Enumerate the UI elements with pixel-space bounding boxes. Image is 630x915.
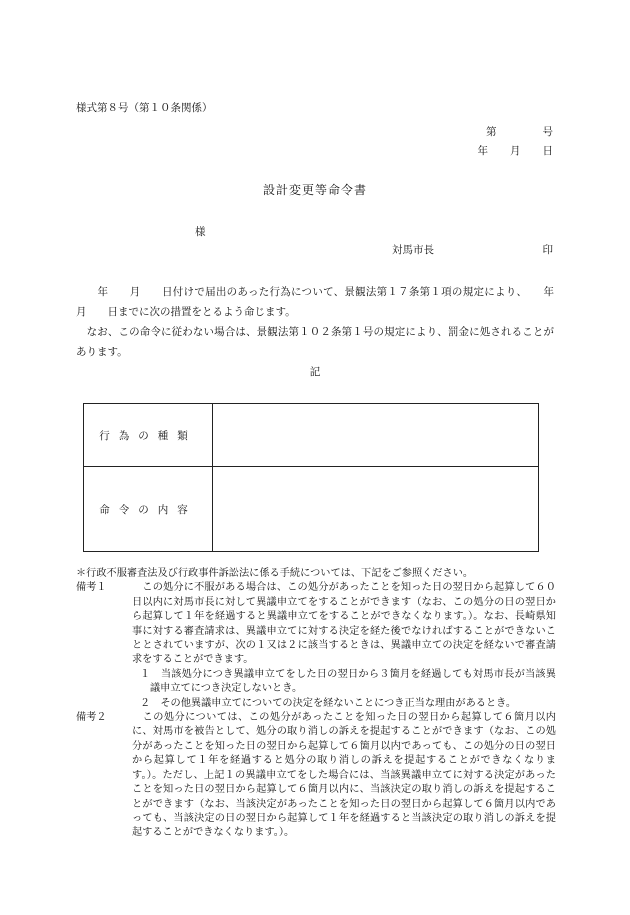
date-line — [478, 143, 554, 158]
form-number: 様式第８号（第１０条関係） — [76, 102, 213, 114]
body-paragraph-1: 年 月 日付けで届出のあった行為について、景観法第１７条第１項の規定により、 年 月 日までに次の措置をとるよう命じます。 — [76, 286, 575, 318]
remark-1 — [76, 581, 556, 711]
remark-2-text: この処分については、この処分があったことを知った日の翌日から起算して６箇月以内に、対馬市を被告として、処分の取り消しの訴えを提起することができます（なお、この処分があったことを知った日の翌日から起算して６箇月以内であっても、この処分の日の翌日から起算して１年を経過すると処分の取り消しの訴えを提起することができなくなります。）。ただし、上記１の異議申立てをした場合には、当該異議申立てに対する決定があったことを知った日の翌日から起算して６箇月以内に、当該決定の取り消しの訴えを提起することができます（なお、当該決定があったことを知った日の翌日から起算して６箇月以内であっても、当該決定の日の翌日から起算して１年を経過すると当該決定の取り消しの訴えを提起することができなくなります。）。 — [132, 712, 556, 839]
row-label-action-type: 行為の種類 — [84, 404, 213, 467]
table-row — [84, 404, 539, 467]
remark-1-text: この処分に不服がある場合は、この処分があったことを知った日の翌日から起算して６０日以内に対馬市長に対して異議申立てをすることができます（なお、この処分の日の翌日から起算して１年を経過すると異議申立てをすることができなくなります。）。なお、長崎県知事に対する審査請求は、異議申立てに対する決定を経た後でなければすることができないこととされていますが、次の１又は２に該当するときは、異議申立ての決定を経ないで審査請求をすることができます。 — [132, 582, 556, 666]
row-value-order-content — [213, 467, 539, 552]
notes-section — [76, 567, 556, 841]
body-paragraph-2: なお、この命令に従わない場合は、景観法第１０２条第１号の規定により、罰金に処されることがあります。 — [76, 326, 554, 358]
number-label-go: 号 — [542, 126, 553, 138]
addressee-suffix: 様 — [195, 226, 206, 238]
remark-2-tag: 備考２ — [76, 712, 107, 724]
date-year-label: 年 — [477, 145, 488, 157]
body-text — [76, 282, 575, 362]
notes-intro: ＊行政不服審査法及び行政事件訴訟法に係る手続については、下記をご参照ください。 — [76, 568, 474, 579]
table-row — [84, 467, 539, 552]
document-number-line — [486, 124, 553, 139]
date-day-label: 日 — [542, 145, 553, 157]
remark-1-tag: 備考１ — [76, 582, 107, 594]
remark-2 — [76, 711, 556, 841]
order-table — [83, 403, 539, 552]
ki-heading: 記 — [309, 366, 321, 378]
issuer-name: 対馬市長 — [392, 244, 434, 256]
document-title: 設計変更等命令書 — [262, 183, 367, 197]
date-month-label: 月 — [510, 145, 521, 157]
seal-mark: 印 — [542, 244, 553, 256]
row-value-action-type — [213, 404, 539, 467]
number-label-dai: 第 — [486, 126, 497, 138]
remark-1-sub-1: １ 当該処分につき異議申立てをした日の翌日から３箇月を経過しても対馬市長が当該異議申立てにつき決定しないとき。 — [140, 668, 556, 695]
row-label-order-content: 命令の内容 — [84, 467, 213, 552]
remark-1-sub-2: ２ その他異議申立てについての決定を経ないことにつき正当な理由があるとき。 — [140, 697, 517, 709]
